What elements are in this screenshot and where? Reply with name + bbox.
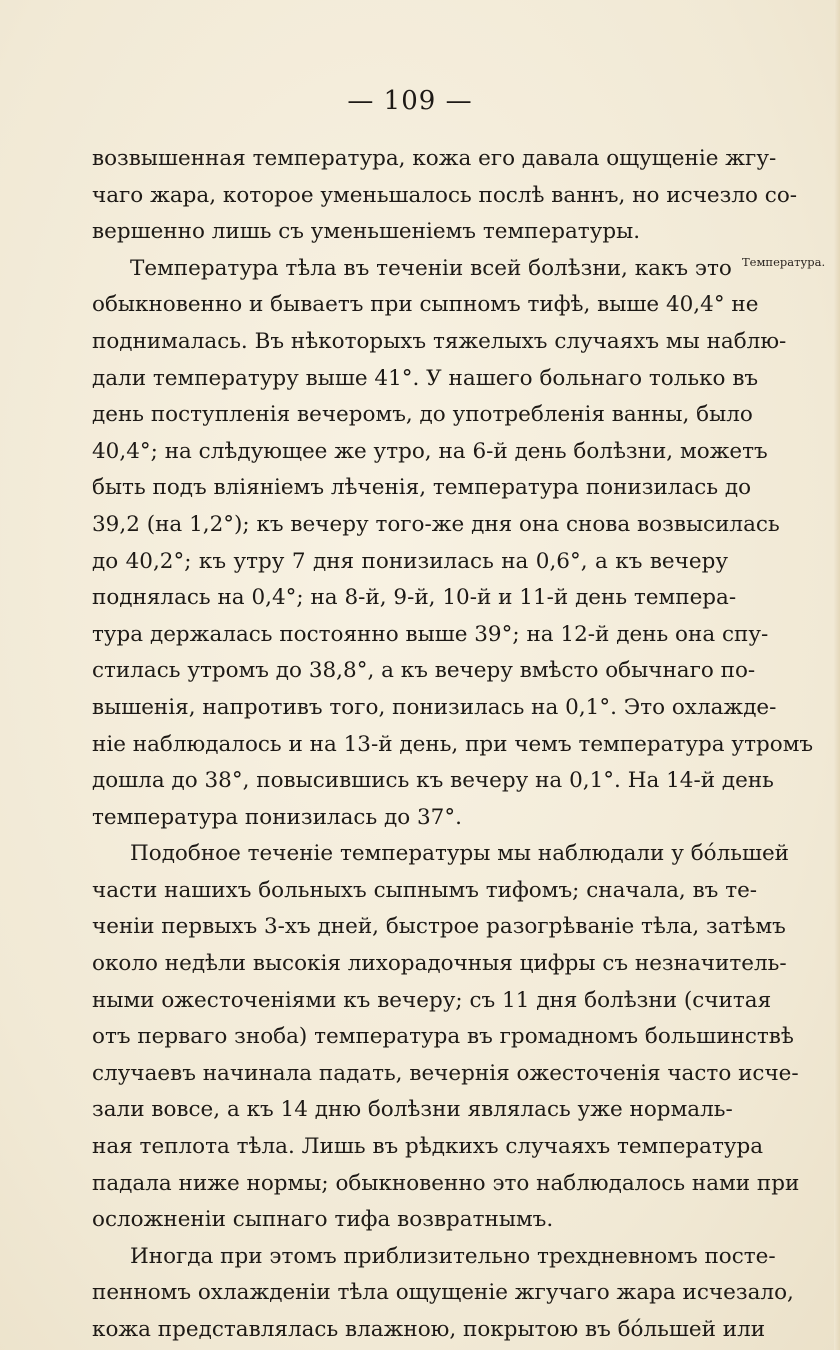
text-line: температура понизилась до 37°. [92,804,462,830]
text-line: осложненіи сыпнаго тифа возвратнымъ. [92,1207,554,1233]
text-line: вершенно лишь съ уменьшеніемъ температуры. [92,219,641,245]
text-line: около недѣли высокія лихорадочныя цифры съ незначитель- [92,951,787,977]
text-line: отъ перваго зноба) температура въ громадномъ большинствѣ [92,1024,794,1050]
paragraph-start-line: Иногда при этомъ приблизительно трехдневномъ посте- [130,1243,776,1269]
text-line: до 40,2°; къ утру 7 дня понизилась на 0,6°, а къ вечеру [92,548,728,574]
text-line: 39,2 (на 1,2°); къ вечеру того-же дня она снова возвысилась [92,511,780,537]
body-text [92,141,814,1349]
text-line: чаго жара, которое уменьшалось послѣ ваннъ, но исчезло со- [92,182,798,208]
text-line: ніе наблюдалось и на 13-й день, при чемъ температура утромъ [92,731,814,757]
text-line: ная теплота тѣла. Лишь въ рѣдкихъ случаяхъ температура [92,1134,764,1160]
margin-note: Температура. [742,255,826,269]
text-line: дали температуру выше 41°. У нашего больнаго только въ [92,365,759,391]
text-line: возвышенная температура, кожа его давала ощущеніе жгу- [92,146,777,171]
text-line: поднялась на 0,4°; на 8-й, 9-й, 10-й и 11-й день темпера- [92,585,737,611]
text-line: кожа представлялась влажною, покрытою въ бо́льшей или [92,1317,766,1342]
text-line: 40,4°; на слѣдующее же утро, на 6-й день болѣзни, можетъ [92,438,768,464]
text-line: быть подъ вліяніемъ лѣченія, температура понизилась до [92,475,752,501]
text-line: стилась утромъ до 38,8°, а къ вечеру вмѣсто обычнаго по- [92,658,756,684]
text-line: падала ниже нормы; обыкновенно это наблюдалось нами при [92,1170,800,1196]
text-line: части нашихъ больныхъ сыпнымъ тифомъ; сначала, въ те- [92,877,758,903]
text-line: пенномъ охлажденіи тѣла ощущеніе жгучаго жара исчезало, [92,1280,794,1306]
page-number: — 109 — [347,86,473,116]
page-edge [834,0,840,1350]
text-line: ченіи первыхъ 3-хъ дней, быстрое разогрѣваніе тѣла, затѣмъ [92,914,786,940]
text-line: дошла до 38°, повысившись къ вечеру на 0,1°. На 14-й день [92,768,774,794]
text-line: тура держалась постоянно выше 39°; на 12-й день она спу- [92,621,769,647]
text-line: ными ожесточеніями къ вечеру; съ 11 дня болѣзни (считая [92,987,772,1013]
text-line: вышенія, напротивъ того, понизилась на 0,1°. Это охлажде- [92,694,777,720]
text-line: день поступленія вечеромъ, до употребленія ванны, было [92,402,753,428]
paragraph-start-line: Подобное теченіе температуры мы наблюдали у бо́льшей [130,841,789,867]
text-line: случаевъ начинала падать, вечернія ожесточенія часто исче- [92,1060,799,1086]
paragraph-start-line: Температура тѣла въ теченіи всей болѣзни, какъ это [130,255,732,281]
text-line: обыкновенно и бываетъ при сыпномъ тифѣ, выше 40,4° не [92,292,759,318]
text-line: зали вовсе, а къ 14 дню болѣзни являлась уже нормаль- [92,1097,733,1123]
text-line: поднималась. Въ нѣкоторыхъ тяжелыхъ случаяхъ мы наблю- [92,328,787,354]
